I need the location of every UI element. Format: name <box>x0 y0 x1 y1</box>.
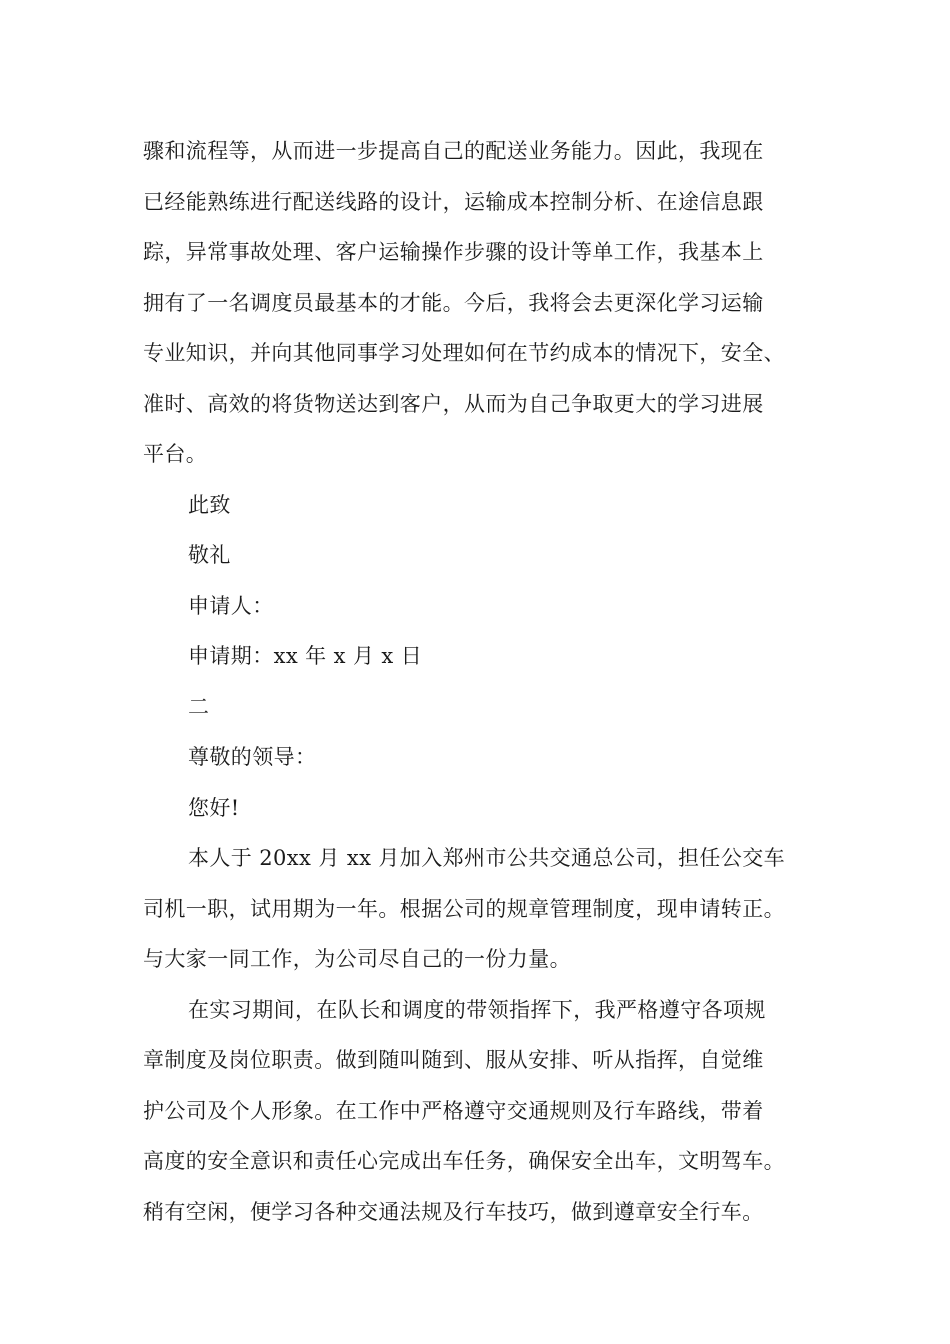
applicant-label: 申请人： <box>188 593 274 618</box>
text-line: 司机一职，试用期为一年。根据公司的规章管理制度，现申请转正。 <box>143 896 785 921</box>
salutation: 尊敬的领导： <box>188 745 317 769</box>
text-line: 护公司及个人形象。在工作中严格遵守交通规则及行车路线，带着 <box>143 1098 764 1123</box>
greeting: 您好! <box>188 795 240 820</box>
text-line: 章制度及岗位职责。做到随叫随到、服从安排、听从指挥，自觉维 <box>143 1048 764 1072</box>
section-number: 二 <box>188 694 210 719</box>
paragraph-delivery-skills <box>143 126 823 480</box>
text-line: 与大家一同工作，为公司尽自己的一份力量。 <box>143 947 571 971</box>
text-line: 专业知识，并向其他同事学习处理如何在节约成本的情况下，安全、 <box>143 341 785 365</box>
closing-cizhi: 此致 <box>188 492 231 517</box>
text-line: 高度的安全意识和责任心完成出车任务，确保安全出车，文明驾车。 <box>143 1149 785 1173</box>
text-line: 平台。 <box>143 442 208 466</box>
text-line: 准时、高效的将货物送达到客户，从而为自己争取更大的学习进展 <box>143 391 764 416</box>
text-line: 踪，异常事故处理、客户运输操作步骤的设计等单工作，我基本上 <box>143 240 764 264</box>
text-line: 稍有空闲，便学习各种交通法规及行车技巧，做到遵章安全行车。 <box>143 1199 764 1224</box>
text-line: 拥有了一名调度员最基本的才能。今后，我将会去更深化学习运输 <box>143 290 764 315</box>
text-line: 骤和流程等，从而进一步提高自己的配送业务能力。因此，我现在 <box>143 139 764 163</box>
paragraph-internship <box>143 985 823 1238</box>
application-date: 申请期：xx 年 x 月 x 日 <box>188 644 423 668</box>
text-line: 在实习期间，在队长和调度的带领指挥下，我严格遵守各项规 <box>188 997 766 1022</box>
paragraph-join-company <box>143 833 823 985</box>
closing-jingli: 敬礼 <box>188 543 231 567</box>
text-line: 已经能熟练进行配送线路的设计，运输成本控制分析、在途信息跟 <box>143 189 764 214</box>
document-body <box>143 126 823 1237</box>
text-line: 本人于 20xx 月 xx 月加入郑州市公共交通总公司，担任公交车 <box>188 846 785 870</box>
